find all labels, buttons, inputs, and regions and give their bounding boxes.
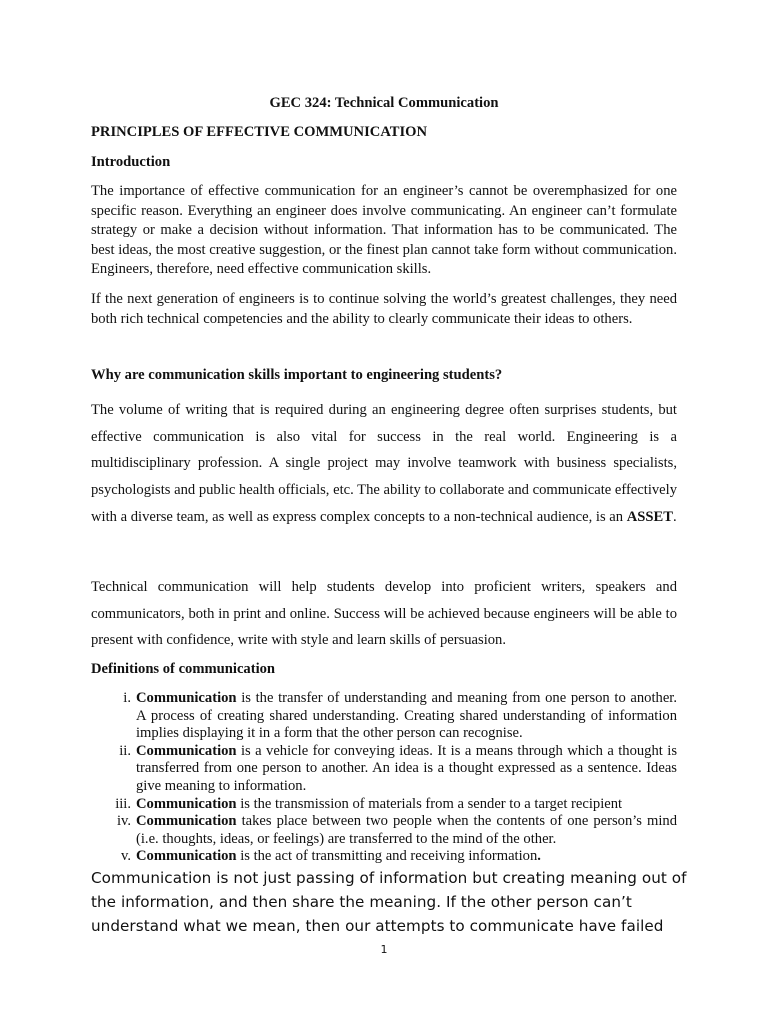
- why-paragraph-1-end: .: [672, 508, 677, 525]
- list-item-number: iii.: [115, 795, 131, 812]
- list-item: [91, 813, 677, 848]
- course-title: GEC 324: Technical Communication: [269, 95, 499, 111]
- list-item-number: iv.: [116, 813, 131, 830]
- list-item-number: i.: [123, 690, 131, 706]
- list-item: [91, 690, 677, 743]
- list-item-number: v.: [121, 848, 131, 865]
- list-item-text: is the transmission of materials from a sender to a target recipient: [236, 795, 623, 812]
- list-item-text: is the transfer of understanding and meaning from one person to another. A process of creating shared understanding. Creating shared understanding of information implies displaying it in a form that the other person can recognise.: [136, 690, 677, 742]
- intro-paragraph-2: If the next generation of engineers is to continue solving the world’s greatest challenges, they need both rich technical competencies and the ability to clearly communicate their ideas to others.: [91, 291, 677, 327]
- closing-statement: Communication is not just passing of information but creating meaning out of the information, and then share the meaning. If the other person can’t understand what we mean, then our attempts to communicate have failed: [91, 869, 687, 936]
- page-number: 1: [380, 943, 388, 956]
- list-item: [91, 796, 677, 814]
- list-item-term: Communication: [136, 795, 237, 812]
- list-item-end: .: [537, 848, 541, 865]
- list-item-text: takes place between two people when the contents of one person’s mind (i.e. thoughts, ideas, or feelings) are transferred to the mind of the other.: [136, 813, 677, 847]
- definitions-heading: Definitions of communication: [91, 661, 276, 677]
- why-paragraph-1-text: The volume of writing that is required during an engineering degree often surprises students, but effective communication is also vital for success in the real world. Engineering is a multidisciplinary profession. A single project may involve teamwork with business specialists, psychologists and public health officials, etc. The ability to collaborate and communicate effectively with a diverse team, as well as express complex concepts to a non-technical audience, is an: [91, 402, 678, 525]
- list-item: [91, 848, 677, 866]
- asset-emphasis: ASSET: [626, 508, 673, 525]
- list-item-term: Communication: [136, 742, 237, 759]
- list-item: [91, 743, 677, 796]
- list-item-text: is the act of transmitting and receiving information: [236, 848, 538, 865]
- list-item-term: Communication: [136, 848, 237, 865]
- definitions-list: [91, 690, 677, 866]
- main-heading: PRINCIPLES OF EFFECTIVE COMMUNICATION: [91, 124, 428, 140]
- why-heading: Why are communication skills important to engineering students?: [91, 367, 503, 383]
- list-item-term: Communication: [136, 690, 237, 706]
- list-item-text: is a vehicle for conveying ideas. It is a means through which a thought is transferred from one person to another. An idea is a thought expressed as a sentence. Ideas give meaning to information.: [136, 742, 677, 794]
- intro-heading: Introduction: [91, 154, 171, 170]
- why-paragraph-1: [91, 397, 677, 531]
- list-item-number: ii.: [119, 742, 131, 759]
- why-paragraph-2: Technical communication will help students develop into proficient writers, speakers and communicators, both in print and online. Success will be achieved because engineers will be able to present with confidence, write with style and learn skills of persuasion.: [91, 579, 677, 649]
- intro-paragraph-1: The importance of effective communication for an engineer’s cannot be overemphasized for one specific reason. Everything an engineer does involve communicating. An engineer can’t formulate strategy or make a decision without information. That information has to be communicated. The best ideas, the most creative suggestion, or the finest plan cannot take form without communication. Engineers, therefore, need effective communication skills.: [91, 183, 677, 277]
- list-item-term: Communication: [136, 813, 237, 830]
